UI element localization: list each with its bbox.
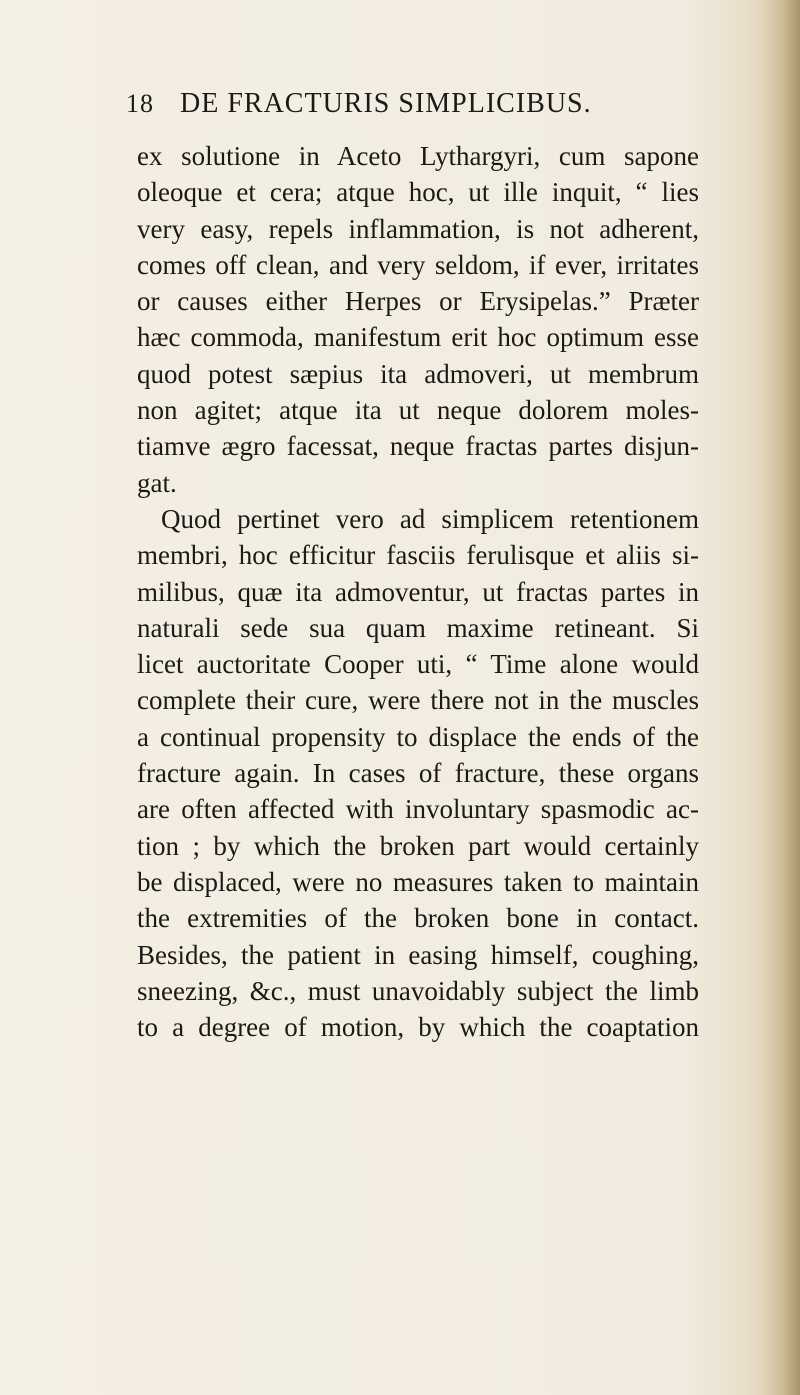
text-line: fracture again. In cases of fracture, these organs [137, 758, 699, 789]
text-line: sneezing, &c., must unavoidably subject the limb [137, 975, 699, 1006]
text-line: hæc commoda, manifestum erit hoc optimum esse [137, 322, 699, 353]
text-line: gat. [137, 467, 177, 498]
text-line: oleoque et cera; atque hoc, ut ille inquit, “ lies [137, 177, 699, 208]
text-line: the extremities of the broken bone in contact. [137, 903, 699, 934]
text-line: membri, hoc efficitur fasciis ferulisque et aliis si- [137, 540, 699, 571]
text-line: naturali sede sua quam maxime retineant. Si [137, 612, 699, 643]
text-line: to a degree of motion, by which the coaptation [137, 1012, 699, 1043]
text-line: milibus, quæ ita admoventur, ut fractas partes in [137, 576, 699, 607]
text-line: tiamve ægro facessat, neque fractas partes disjun- [137, 431, 699, 462]
page-number: 18 [126, 89, 154, 118]
text-line: quod potest sæpius ita admoveri, ut membrum [137, 358, 699, 389]
text-line: a continual propensity to displace the ends of the [137, 721, 699, 752]
running-title: DE FRACTURIS SIMPLICIBUS. [180, 88, 592, 119]
paragraph-start-line: Quod pertinet vero ad simplicem retentionem [161, 503, 699, 534]
text-line: comes off clean, and very seldom, if ever, irritates [137, 249, 699, 280]
text-line: complete their cure, were there not in the muscles [137, 685, 699, 716]
text-line: are often affected with involuntary spasmodic ac- [137, 794, 699, 825]
text-line: or causes either Herpes or Erysipelas.” Præter [137, 286, 699, 317]
text-line: non agitet; atque ita ut neque dolorem moles- [137, 395, 699, 426]
text-line: ex solutione in Aceto Lythargyri, cum sapone [137, 141, 699, 171]
text-line: Besides, the patient in easing himself, coughing, [137, 939, 699, 970]
text-line: be displaced, were no measures taken to maintain [137, 866, 699, 897]
running-header [126, 88, 686, 120]
page-edge-shading [760, 0, 800, 1395]
body-text [137, 138, 699, 1045]
text-line: very easy, repels inflammation, is not adherent, [137, 213, 699, 244]
text-line: tion ; by which the broken part would certainly [137, 830, 699, 861]
text-line: licet auctoritate Cooper uti, “ Time alone would [137, 649, 699, 680]
